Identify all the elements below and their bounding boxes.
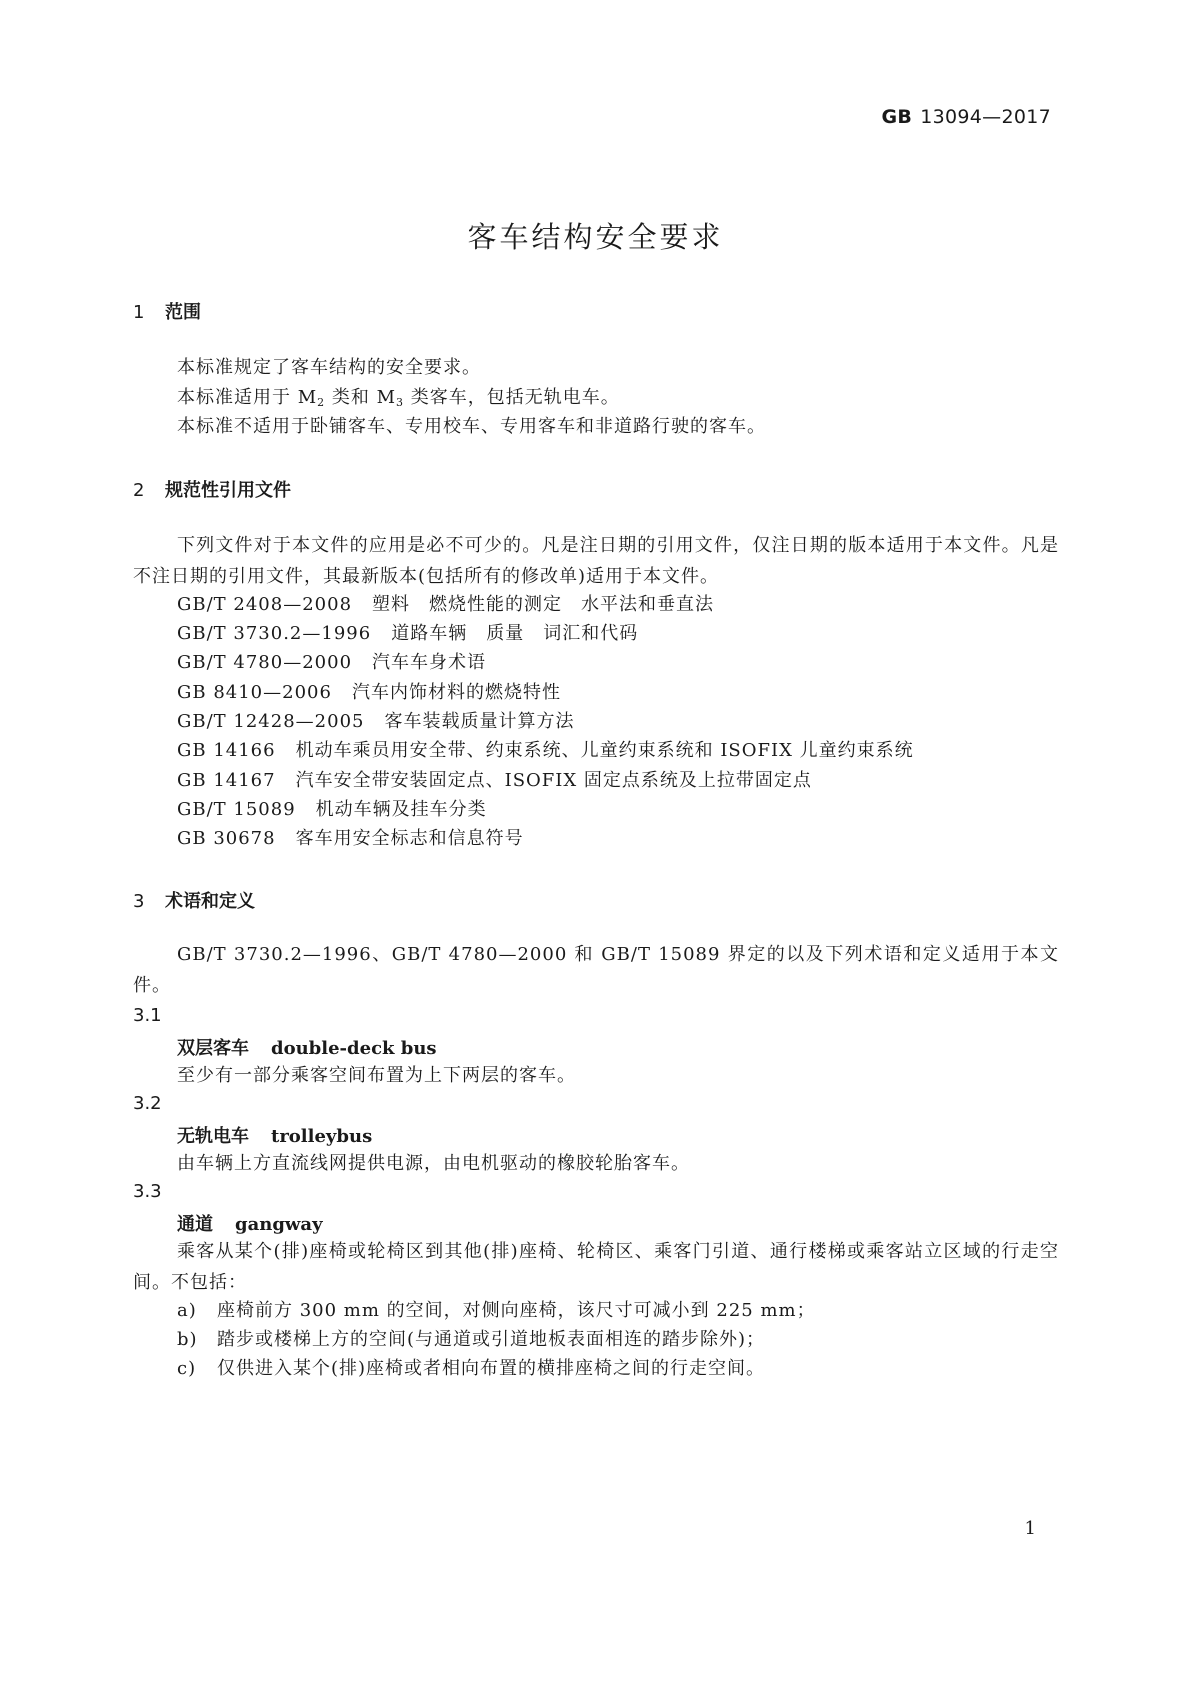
reference-item (177, 647, 486, 678)
reference-title: 汽车安全带安装固定点、ISOFIX 固定点系统及上拉带固定点 (295, 770, 812, 791)
term-number: 3.2 (133, 1093, 162, 1114)
reference-item (177, 823, 524, 854)
reference-title: 客车用安全标志和信息符号 (295, 828, 524, 849)
reference-title: 汽车内饰材料的燃烧特性 (351, 682, 561, 703)
list-text: 座椅前方 300 mm 的空间，对侧向座椅，该尺寸可减小到 225 mm； (217, 1300, 816, 1321)
list-label: c) (177, 1358, 197, 1379)
standard-prefix: GB (881, 106, 913, 128)
reference-item (177, 794, 487, 825)
list-label: b) (177, 1329, 198, 1350)
reference-code: GB/T 2408—2008 (177, 594, 353, 615)
term-en: double-deck bus (271, 1038, 437, 1059)
section-3-heading (133, 887, 255, 913)
reference-code: GB/T 12428—2005 (177, 711, 365, 732)
term-number: 3.1 (133, 1005, 162, 1026)
reference-item (177, 735, 914, 766)
reference-title: 汽车车身术语 (372, 652, 487, 673)
term-heading (177, 1034, 437, 1060)
reference-title: 道路车辆 质量 词汇和代码 (391, 623, 639, 644)
list-text: 仅供进入某个(排)座椅或者相向布置的横排座椅之间的行走空间。 (217, 1358, 766, 1379)
term-en: trolleybus (271, 1126, 373, 1147)
term-definition: 至少有一部分乘客空间布置为上下两层的客车。 (177, 1065, 576, 1086)
section-number: 3 (133, 891, 145, 912)
section-title: 规范性引用文件 (165, 480, 291, 501)
reference-item (177, 677, 561, 708)
reference-code: GB/T 4780—2000 (177, 652, 353, 673)
section-title: 术语和定义 (165, 891, 255, 912)
reference-code: GB 8410—2006 (177, 682, 332, 703)
reference-item (177, 765, 812, 796)
reference-code: GB/T 15089 (177, 799, 296, 820)
reference-code: GB 14167 (177, 770, 276, 791)
paragraph: 本标准适用于 $M_2$ 类和 $M_3$ 类客车，包括无轨电车。 (177, 387, 620, 409)
reference-item (177, 589, 714, 620)
reference-code: GB 14166 (177, 740, 276, 761)
section-number: 2 (133, 480, 145, 501)
reference-code: GB/T 3730.2—1996 (177, 623, 372, 644)
reference-title: 客车装载质量计算方法 (384, 711, 575, 732)
paragraph: GB/T 3730.2—1996、GB/T 4780—2000 和 GB/T 15089 界定的以及下列术语和定义适用于本文件。 (133, 944, 1059, 996)
list-item (177, 1353, 765, 1384)
reference-item (177, 706, 574, 737)
reference-code: GB 30678 (177, 828, 276, 849)
standard-code (882, 106, 1051, 128)
reference-item (177, 618, 638, 649)
reference-title: 机动车辆及挂车分类 (315, 799, 487, 820)
section-2-heading (133, 476, 291, 502)
section-title: 范围 (165, 302, 201, 323)
list-item (177, 1324, 765, 1355)
list-label: a) (177, 1300, 197, 1321)
term-definition: 乘客从某个(排)座椅或轮椅区到其他(排)座椅、轮椅区、乘客门引道、通行楼梯或乘客站立区域的行走空间。不包括： (133, 1241, 1059, 1293)
standard-number: 13094—2017 (920, 106, 1051, 128)
reference-title: 机动车乘员用安全带、约束系统、儿童约束系统和 ISOFIX 儿童约束系统 (295, 740, 914, 761)
term-heading (177, 1210, 323, 1236)
paragraph: 本标准规定了客车结构的安全要求。 (177, 357, 481, 378)
term-definition: 由车辆上方直流线网提供电源，由电机驱动的橡胶轮胎客车。 (177, 1153, 690, 1174)
term-zh: 双层客车 (177, 1038, 249, 1059)
term-heading (177, 1122, 372, 1148)
reference-title: 塑料 燃烧性能的测定 水平法和垂直法 (372, 594, 715, 615)
section-number: 1 (133, 302, 145, 323)
page-number: 1 (1024, 1518, 1036, 1539)
list-item (177, 1295, 816, 1326)
document-title: 客车结构安全要求 (467, 220, 724, 254)
paragraph: 下列文件对于本文件的应用是必不可少的。凡是注日期的引用文件，仅注日期的版本适用于本文件。凡是不注日期的引用文件，其最新版本(包括所有的修改单)适用于本文件。 (133, 535, 1059, 587)
list-text: 踏步或楼梯上方的空间(与通道或引道地板表面相连的踏步除外)； (217, 1329, 766, 1350)
term-en: gangway (235, 1214, 323, 1235)
section-1-heading (133, 298, 201, 324)
term-zh: 无轨电车 (177, 1126, 249, 1147)
paragraph: 本标准不适用于卧铺客车、专用校车、专用客车和非道路行驶的客车。 (177, 416, 766, 437)
term-zh: 通道 (177, 1214, 213, 1235)
term-number: 3.3 (133, 1181, 162, 1202)
